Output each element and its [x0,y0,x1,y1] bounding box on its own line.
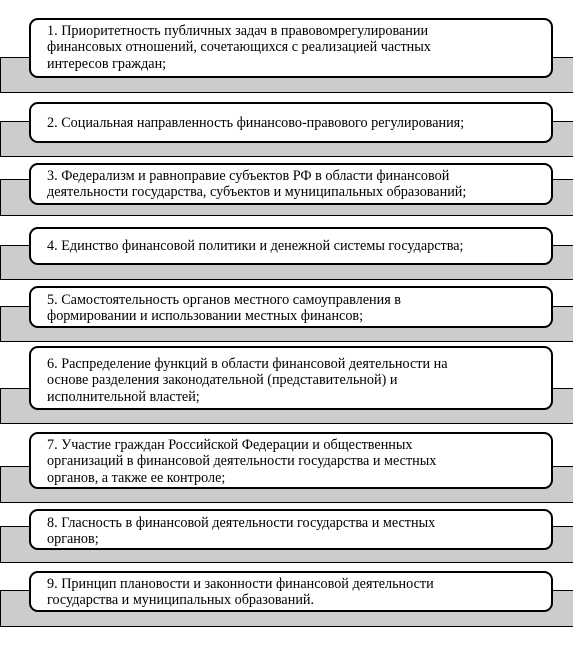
principle-line: организаций в финансовой деятельности государства и местных [47,453,437,470]
principle-line: государства и муниципальных образований. [47,592,315,609]
principle-line: деятельности государства, субъектов и муниципальных образований; [47,184,467,201]
principle-card [29,571,553,612]
principle-line: 6. Распределение функций в области финансовой деятельности на [47,356,448,372]
principle-line: 3. Федерализм и равноправие субъектов РФ в области финансовой [47,168,450,184]
principle-card [29,286,553,328]
principle-card [29,102,553,143]
principle-line: формировании и использовании местных финансов; [47,308,364,325]
principle-line: органов, а также ее контроле; [47,469,226,486]
principle-line: 9. Принцип плановости и законности финансовой деятельности [47,576,434,592]
principle-card [29,509,553,550]
principle-line: 4. Единство финансовой политики и денежной системы государства; [47,238,464,254]
principle-line: финансовых отношений, сочетающихся с реализацией частных [47,39,431,56]
principle-line: основе разделения законодательной (представительной) и [47,372,398,389]
principle-line: 1. Приоритетность публичных задач в правовомрегулировании [47,23,429,39]
principle-card [29,18,553,78]
principle-line: органов; [47,531,99,548]
principle-line: 5. Самостоятельность органов местного самоуправления в [47,292,402,308]
principle-line: исполнительной властей; [47,388,200,405]
principle-line: 7. Участие граждан Российской Федерации и общественных [47,437,413,453]
principle-line: интересов граждан; [47,55,167,72]
principle-line: 2. Социальная направленность финансово-правового регулирования; [47,115,465,131]
principle-card [29,163,553,205]
principle-card [29,432,553,489]
principle-card [29,227,553,265]
principle-line: 8. Гласность в финансовой деятельности государства и местных [47,515,436,531]
principle-card [29,346,553,410]
